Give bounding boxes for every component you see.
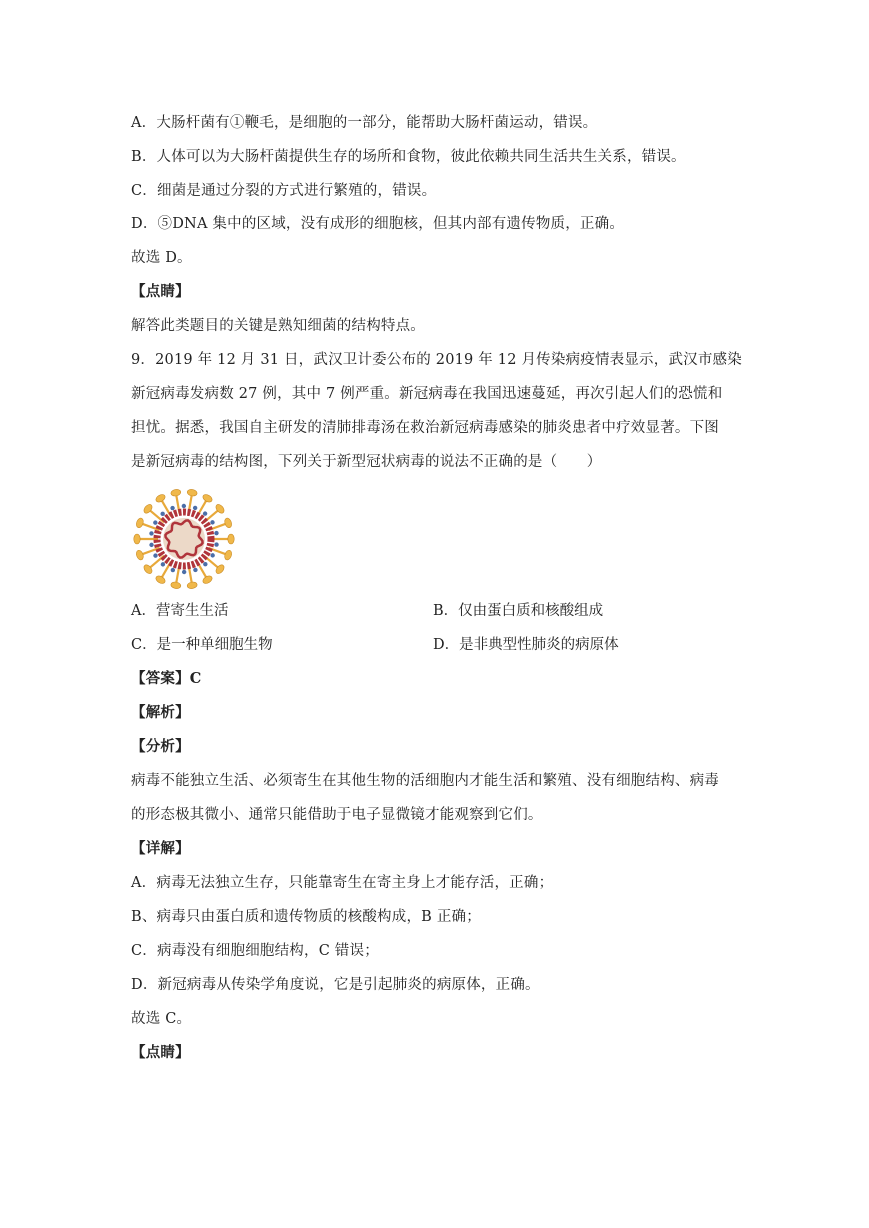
option-d: D．是非典型性肺炎的病原体 xyxy=(433,637,619,653)
spike-head xyxy=(202,493,214,504)
spike-head xyxy=(223,549,232,561)
protein-dot xyxy=(182,570,186,574)
xiangjie-heading: 【详解】 xyxy=(131,840,190,857)
xiangjie-line-c: C．病毒没有细胞细胞结构，C 错误； xyxy=(131,943,379,959)
question-stem-line: 9．2019 年 12 月 31 日，武汉卫计委公布的 2019 年 12 月传染病疫情表显示，武汉市感染 xyxy=(131,352,742,368)
protein-dot xyxy=(153,520,157,524)
coronavirus-structure-image xyxy=(129,486,239,592)
protein-dot xyxy=(161,562,165,566)
protein-dot xyxy=(214,542,218,546)
protein-dot xyxy=(182,504,186,508)
spike-head xyxy=(170,581,181,589)
spike-head xyxy=(187,581,198,589)
prev-option-d-explanation: D．⑤DNA 集中的区域，没有成形的细胞核，但其内部有遗传物质，正确。 xyxy=(131,216,625,232)
spike-head xyxy=(155,493,167,504)
spike-head xyxy=(155,574,167,585)
virus-core xyxy=(163,518,205,560)
protein-dot xyxy=(210,553,214,557)
question-stem-line: 担忧。据悉，我国自主研发的清肺排毒汤在救治新冠病毒感染的肺炎患者中疗效显著。下图 xyxy=(131,420,719,436)
prev-option-c-explanation: C．细菌是通过分裂的方式进行繁殖的，错误。 xyxy=(131,183,437,199)
protein-dot xyxy=(153,553,157,557)
question-stem-line: 新冠病毒发病数 27 例，其中 7 例严重。新冠病毒在我国迅速蔓延，再次引起人们的恐慌和 xyxy=(131,386,723,402)
fenxi-text-line: 的形态极其微小、通常只能借助于电子显微镜才能观察到它们。 xyxy=(131,807,543,823)
answer-line: 【答案】C xyxy=(131,670,202,687)
prev-option-a-explanation: A．大肠杆菌有①鞭毛，是细胞的一部分，能帮助大肠杆菌运动，错误。 xyxy=(131,115,598,131)
protein-dot xyxy=(149,531,153,535)
spike-head xyxy=(223,517,232,529)
prev-answer-choice: 故选 D。 xyxy=(131,250,192,266)
protein-dot xyxy=(214,531,218,535)
option-c: C．是一种单细胞生物 xyxy=(131,637,273,653)
spike-head xyxy=(170,489,181,497)
prev-option-b-explanation: B．人体可以为大肠杆菌提供生存的场所和食物，彼此依赖共同生活共生关系，错误。 xyxy=(131,149,686,165)
protein-dot xyxy=(160,512,164,516)
prev-dianjing-text: 解答此类题目的关键是熟知细菌的结构特点。 xyxy=(131,318,425,334)
protein-dot xyxy=(193,568,197,572)
protein-dot xyxy=(203,562,207,566)
spike-head xyxy=(187,489,198,497)
xiangjie-line-d: D．新冠病毒从传染学角度说，它是引起肺炎的病原体，正确。 xyxy=(131,977,540,993)
jiexi-heading: 【解析】 xyxy=(131,704,190,721)
protein-dot xyxy=(193,506,197,510)
question-stem-line: 是新冠病毒的结构图，下列关于新型冠状病毒的说法不正确的是（ ） xyxy=(131,454,602,470)
dianjing-heading: 【点睛】 xyxy=(131,1044,190,1061)
xiangjie-line-b: B、病毒只由蛋白质和遗传物质的核酸构成，B 正确； xyxy=(131,909,481,925)
protein-dot xyxy=(171,568,175,572)
spike-head xyxy=(202,574,214,585)
protein-dot xyxy=(203,511,207,515)
protein-dot xyxy=(170,506,174,510)
prev-dianjing-heading: 【点睛】 xyxy=(131,283,190,300)
spike-head xyxy=(134,534,140,544)
protein-dot xyxy=(149,543,153,547)
fenxi-heading: 【分析】 xyxy=(131,738,190,755)
xiangjie-line-a: A．病毒无法独立生存，只能靠寄生在寄主身上才能存活，正确； xyxy=(131,875,554,891)
fenxi-text-line: 病毒不能独立生活、必须寄生在其他生物的活细胞内才能生活和繁殖、没有细胞结构、病毒 xyxy=(131,773,719,789)
spike-head xyxy=(135,549,144,561)
protein-dot xyxy=(210,520,214,524)
option-a: A．营寄生生活 xyxy=(131,603,229,619)
option-b: B．仅由蛋白质和核酸组成 xyxy=(433,603,604,619)
spike-head xyxy=(228,534,234,544)
spike-head xyxy=(135,517,144,529)
xiangjie-answer-choice: 故选 C。 xyxy=(131,1011,192,1027)
